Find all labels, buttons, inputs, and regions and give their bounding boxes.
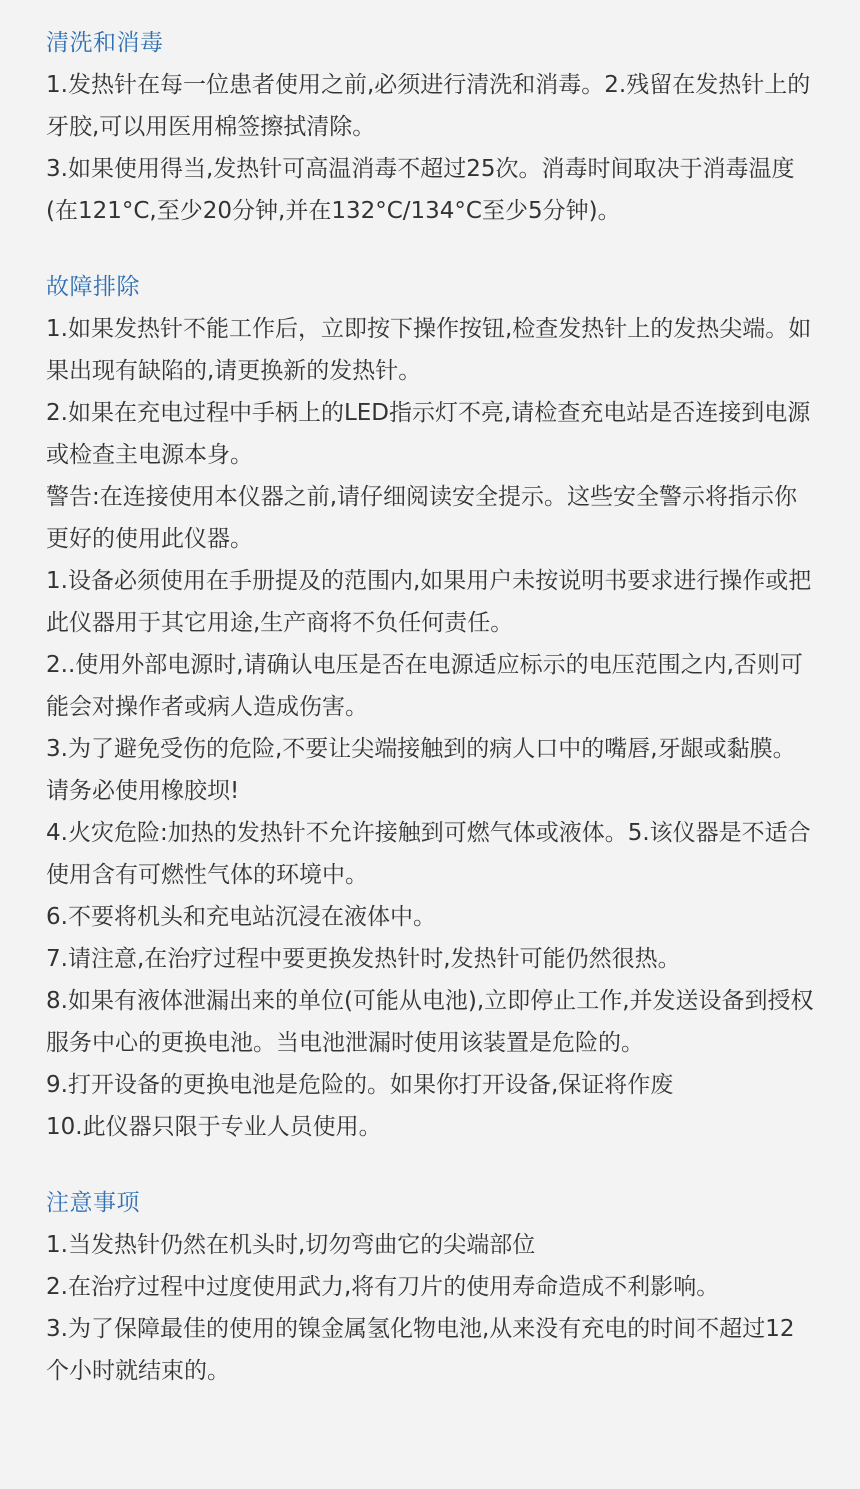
paragraph: 9.打开设备的更换电池是危险的。如果你打开设备,保证将作废 (46, 1072, 674, 1098)
paragraph: 8.如果有液体泄漏出来的单位(可能从电池),立即停止工作,并发送设备到授权服务中心的更换电池。当电池泄漏时使用该装置是危险的。 (46, 988, 814, 1056)
paragraph: 1.如果发热针不能工作后，立即按下操作按钮,检查发热针上的发热尖端。如果出现有缺陷的,请更换新的发热针。 (46, 316, 812, 384)
paragraph: 2..使用外部电源时,请确认电压是否在电源适应标示的电压范围之内,否则可能会对操作者或病人造成伤害。 (46, 652, 803, 720)
paragraph: 3.如果使用得当,发热针可高温消毒不超过25次。消毒时间取决于消毒温度(在121°C,至少20分钟,并在132°C/134°C至少5分钟)。 (46, 156, 795, 224)
paragraph: 2.如果在充电过程中手柄上的LED指示灯不亮,请检查充电站是否连接到电源或检查主电源本身。 (46, 400, 811, 468)
paragraph: 2.在治疗过程中过度使用武力,将有刀片的使用寿命造成不利影响。 (46, 1274, 720, 1300)
warning-paragraph: 警告:在连接使用本仪器之前,请仔细阅读安全提示。这些安全警示将指示你更好的使用此仪器。 (46, 484, 798, 552)
section-heading: 故障排除 (46, 274, 140, 300)
section-precautions (46, 1182, 814, 1392)
paragraph: 6.不要将机头和充电站沉浸在液体中。 (46, 904, 436, 930)
paragraph: 1.发热针在每一位患者使用之前,必须进行清洗和消毒。2.残留在发热针上的牙胶,可以用医用棉签擦拭清除。 (46, 72, 811, 140)
section-troubleshooting (46, 266, 814, 1148)
paragraph: 10.此仪器只限于专业人员使用。 (46, 1114, 382, 1140)
section-cleaning (46, 22, 814, 232)
paragraph: 1.当发热针仍然在机头时,切勿弯曲它的尖端部位 (46, 1232, 536, 1258)
paragraph: 7.请注意,在治疗过程中要更换发热针时,发热针可能仍然很热。 (46, 946, 681, 972)
paragraph: 1.设备必须使用在手册提及的范围内,如果用户未按说明书要求进行操作或把此仪器用于其它用途,生产商将不负任何责任。 (46, 568, 812, 636)
paragraph: 3.为了避免受伤的危险,不要让尖端接触到的病人口中的嘴唇,牙龈或黏膜。请务必使用橡胶坝! (46, 736, 796, 804)
section-heading: 清洗和消毒 (46, 30, 164, 56)
paragraph: 4.火灾危险:加热的发热针不允许接触到可燃气体或液体。5.该仪器是不适合使用含有可燃性气体的环境中。 (46, 820, 811, 888)
paragraph: 3.为了保障最佳的使用的镍金属氢化物电池,从来没有充电的时间不超过12个小时就结束的。 (46, 1316, 795, 1384)
section-heading: 注意事项 (46, 1190, 140, 1216)
